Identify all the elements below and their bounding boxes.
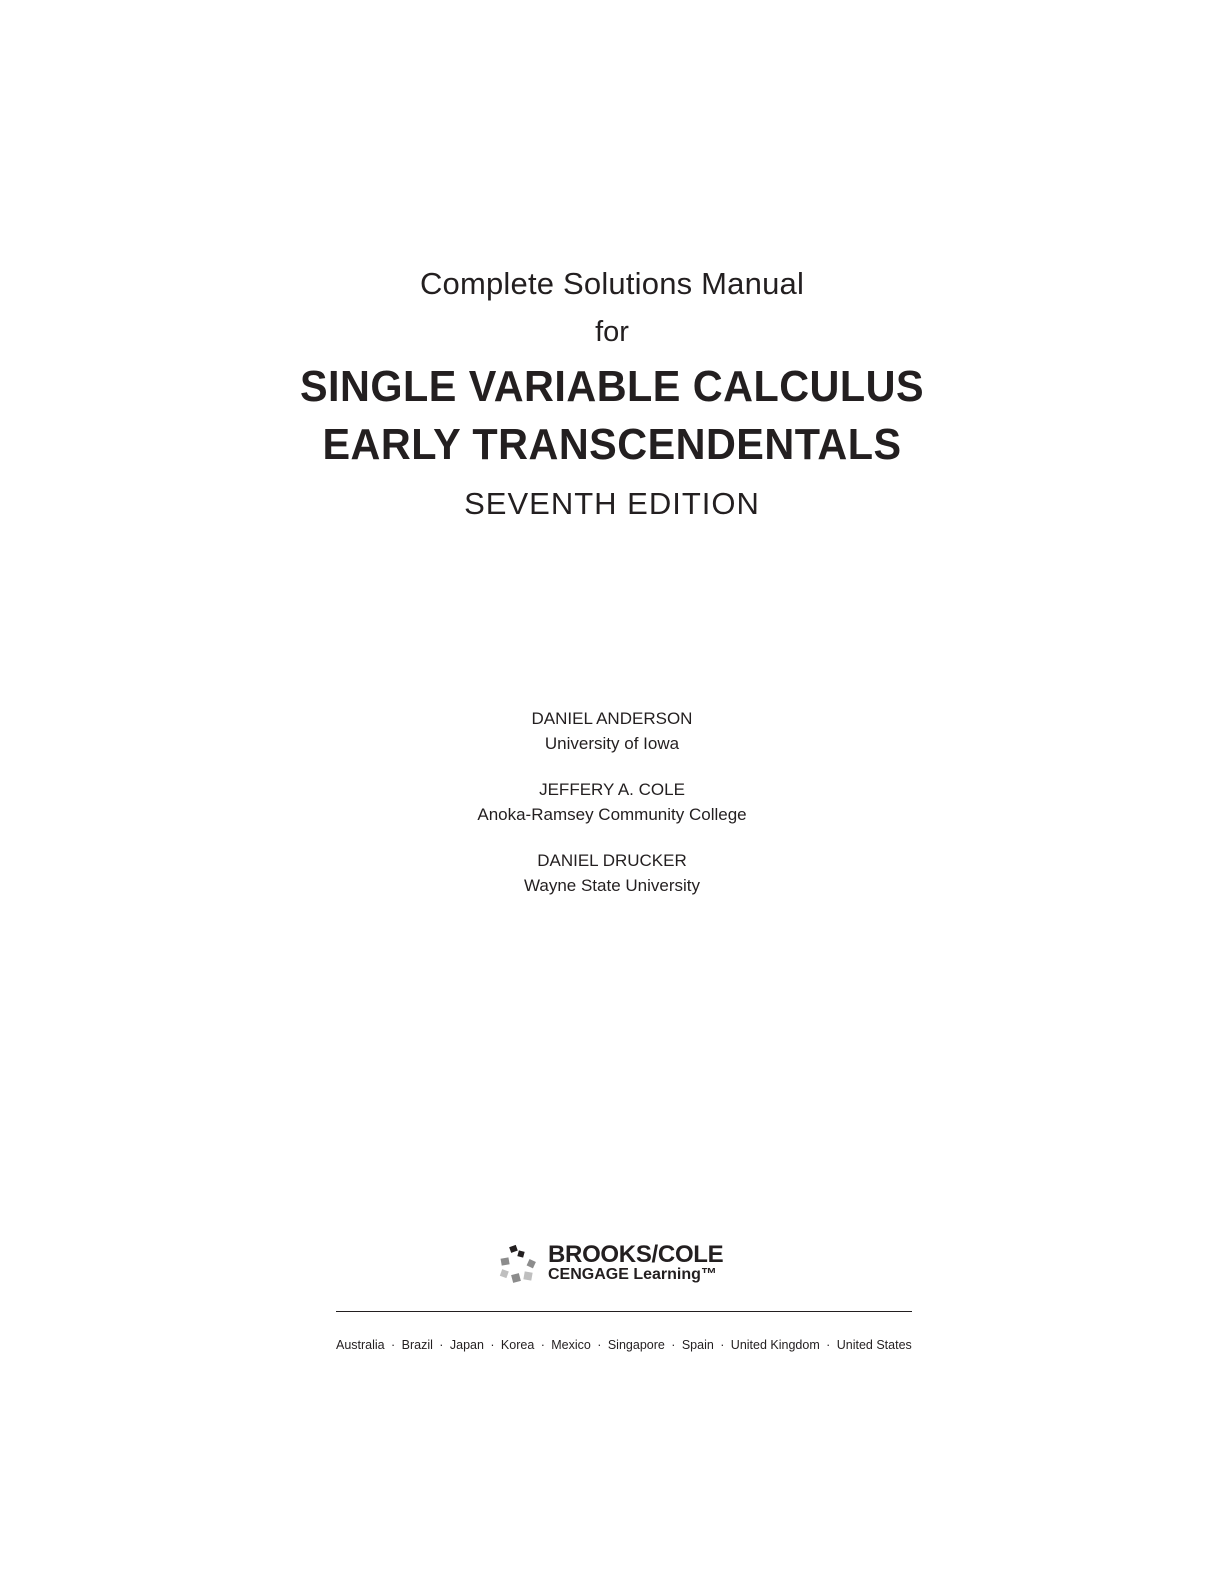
author-affiliation: Anoka-Ramsey Community College [477, 805, 747, 824]
cengage-star-icon [498, 1242, 544, 1286]
publisher-logo [498, 1240, 738, 1290]
book-title-line1: SINGLE VARIABLE CALCULUS [299, 362, 925, 411]
logo-cengage-learning: CENGAGE Learning™ [548, 1266, 717, 1283]
country: Japan [449, 1338, 484, 1352]
logo-brooks-cole: BROOKS/COLE [548, 1241, 724, 1268]
country: Australia [336, 1338, 385, 1352]
country-list [336, 1338, 912, 1352]
country: Korea [500, 1338, 535, 1352]
country: Spain [681, 1338, 714, 1352]
separator: · [391, 1338, 396, 1352]
separator: · [720, 1338, 725, 1352]
manual-title: Complete Solutions Manual [419, 266, 805, 301]
for-line: for [595, 316, 629, 348]
book-title-line2: EARLY TRANSCENDENTALS [322, 420, 902, 469]
country: United Kingdom [730, 1338, 820, 1352]
divider [336, 1311, 912, 1312]
separator: · [540, 1338, 545, 1352]
separator: · [826, 1338, 831, 1352]
separator: · [671, 1338, 676, 1352]
author-affiliation: University of Iowa [544, 734, 680, 753]
author-name: DANIEL ANDERSON [531, 709, 693, 728]
edition: SEVENTH EDITION [464, 486, 760, 521]
country: Brazil [401, 1338, 433, 1352]
country: United States [836, 1338, 912, 1352]
author-name: JEFFERY A. COLE [539, 780, 685, 799]
author-name: DANIEL DRUCKER [537, 851, 687, 870]
separator: · [490, 1338, 495, 1352]
separator: · [597, 1338, 602, 1352]
country: Mexico [551, 1338, 591, 1352]
author-affiliation: Wayne State University [523, 876, 701, 895]
country: Singapore [607, 1338, 665, 1352]
separator: · [439, 1338, 444, 1352]
